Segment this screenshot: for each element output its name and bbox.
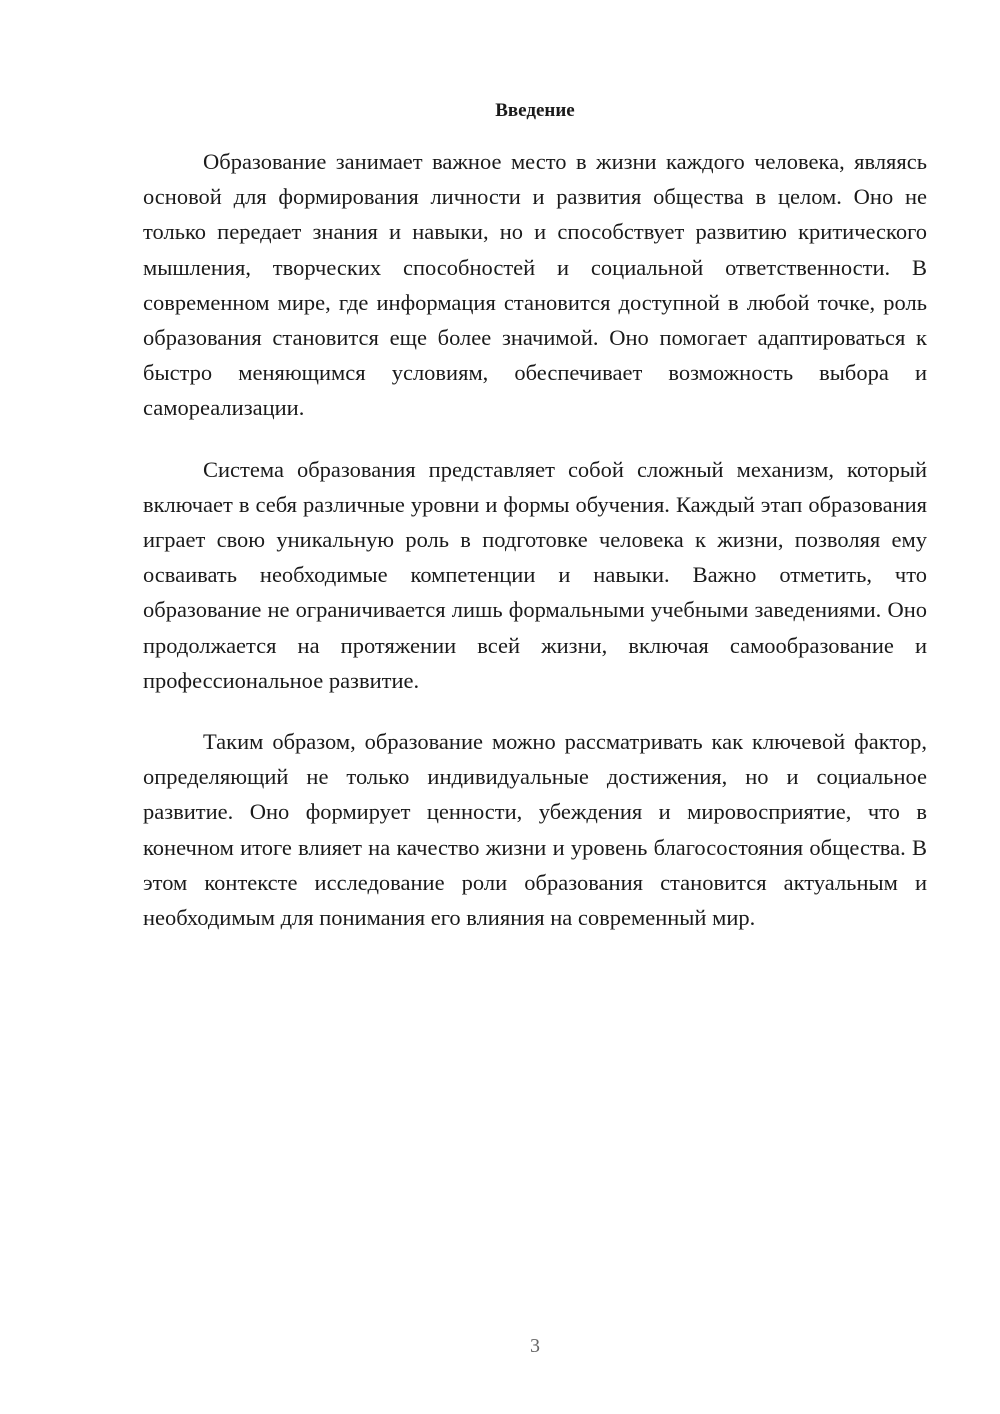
paragraph-2: Система образования представляет собой сложный механизм, который включает в себя различные уровни и формы обучения. Каждый этап образования играет свою уникальную роль в подготовке человека к жизни, позволяя ему осваивать необходимые компетенции и навыки. Важно отметить, что образование не ограничивается лишь формальными учебными заведениями. Оно продолжается на протяжении всей жизни, включая самообразование и профессиональное развитие. bbox=[143, 456, 927, 693]
paragraph-1: Образование занимает важное место в жизни каждого человека, являясь основой для формирования личности и развития общества в целом. Оно не только передает знания и навыки, но и способствует развитию критического мышления, творческих способностей и социальной ответственности. В современном мире, где информация становится доступной в любой точке, роль образования становится еще более значимой. Оно помогает адаптироваться к быстро меняющимся условиям, обеспечивает возможность выбора и самореализации. bbox=[143, 149, 927, 421]
body-text bbox=[143, 144, 927, 961]
page-title: Введение bbox=[495, 100, 575, 121]
paragraph-3: Таким образом, образование можно рассматривать как ключевой фактор, определяющий не только индивидуальные достижения, но и социальное развитие. Оно формирует ценности, убеждения и мировосприятие, что в конечном итоге влияет на качество жизни и уровень благосостояния общества. В этом контексте исследование роли образования становится актуальным и необходимым для понимания его влияния на современный мир. bbox=[143, 729, 927, 931]
page-number: 3 bbox=[530, 1335, 540, 1357]
